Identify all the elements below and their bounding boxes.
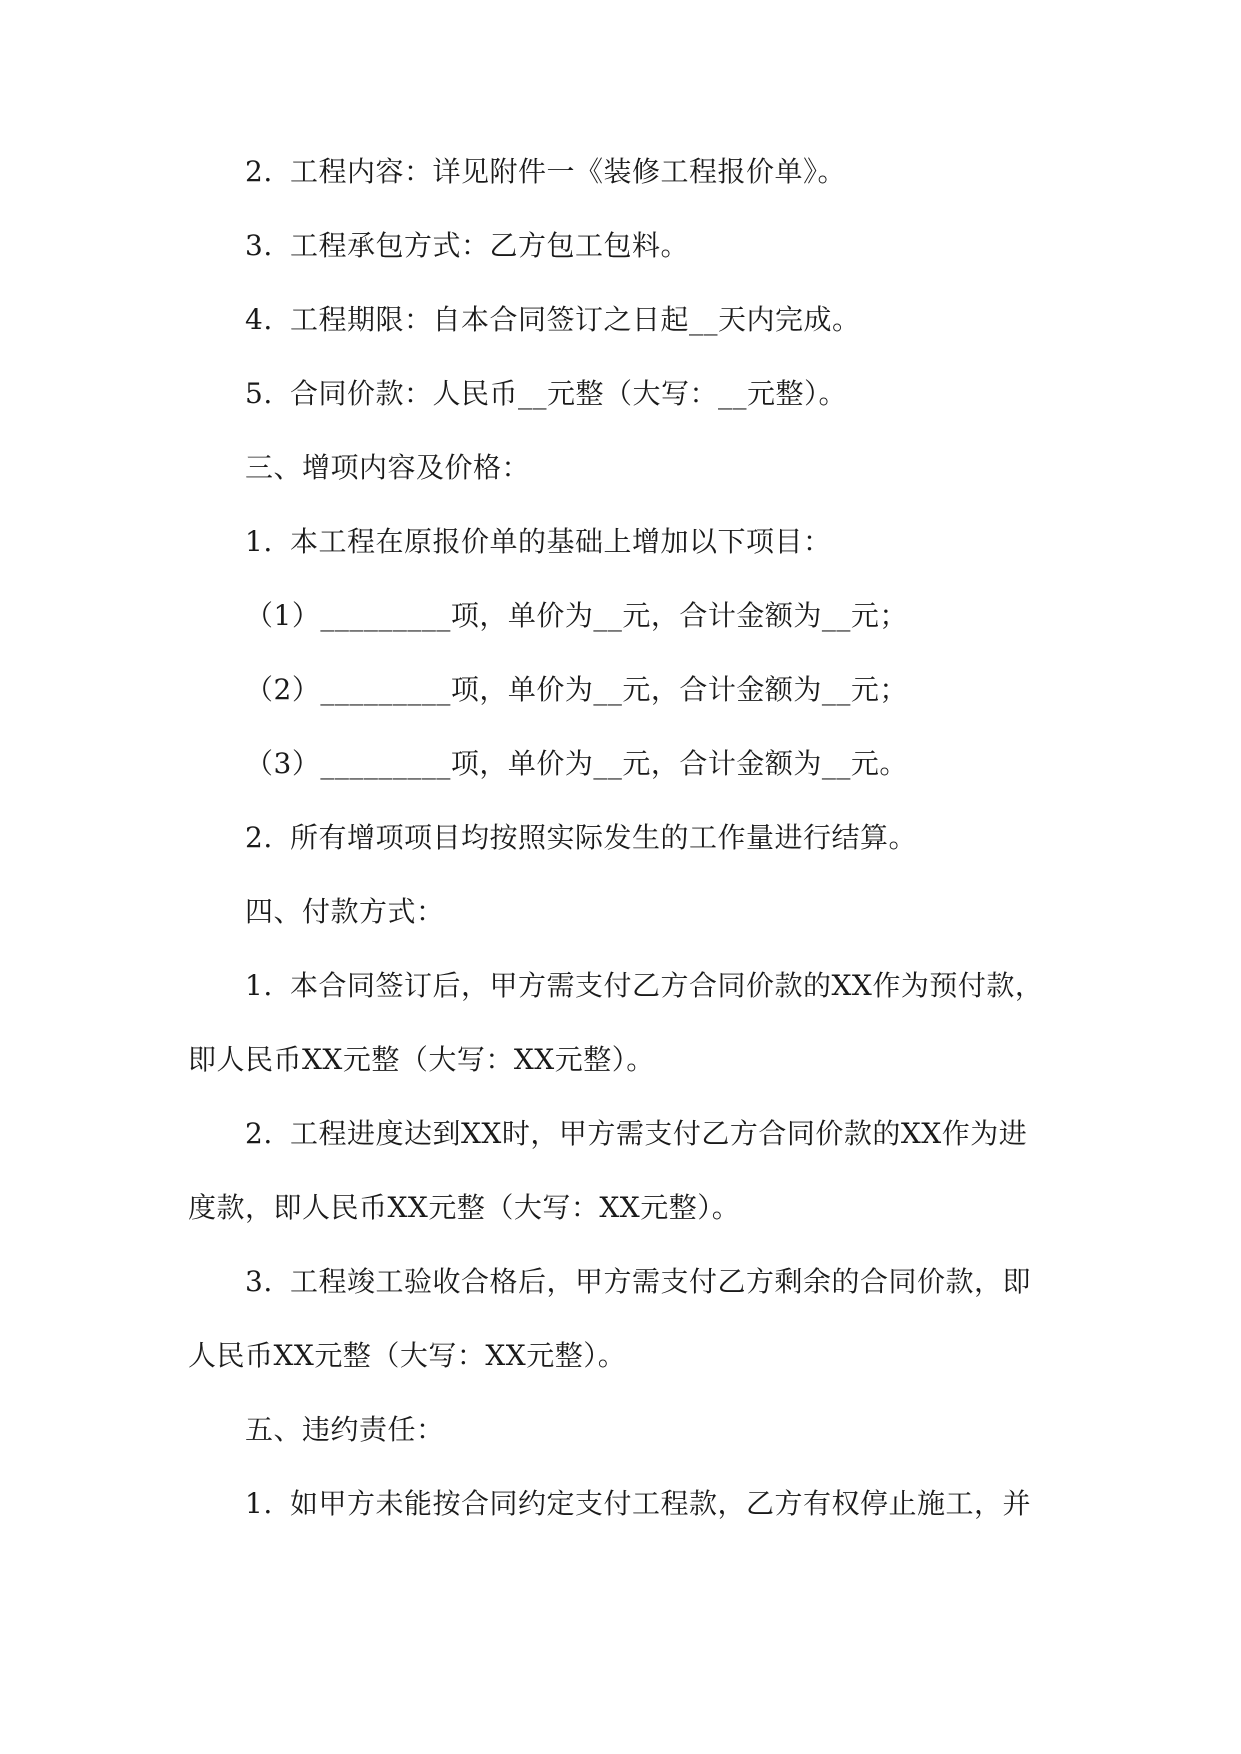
clause-number: 3. — [245, 229, 273, 262]
clause-text: 工程承包方式：乙方包工包料。 — [290, 229, 690, 262]
payment-clause-1-continued: 即人民币XX元整（大写：XX元整）。 — [188, 1043, 655, 1076]
clause-text: 如甲方未能按合同约定支付工程款，乙方有权停止施工，并 — [290, 1487, 1032, 1520]
section-5-heading: 五、违约责任： — [245, 1413, 445, 1446]
payment-clause-3 — [245, 1262, 1031, 1302]
clause-4-duration — [245, 300, 861, 340]
payment-clause-3-continued: 人民币XX元整（大写：XX元整）。 — [188, 1339, 627, 1372]
section-3-clause-2 — [245, 818, 917, 858]
clause-number: 1. — [245, 969, 273, 1002]
clause-number: 5. — [245, 377, 273, 410]
clause-text: 工程内容：详见附件一《装修工程报价单》。 — [290, 155, 847, 188]
clause-number: 2. — [245, 1117, 273, 1150]
clause-text: 工程竣工验收合格后，甲方需支付乙方剩余的合同价款，即 — [290, 1265, 1032, 1298]
clause-text: 本工程在原报价单的基础上增加以下项目： — [290, 525, 832, 558]
payment-clause-2 — [245, 1114, 1027, 1154]
liability-clause-1 — [245, 1484, 1031, 1524]
clause-5-price — [245, 374, 847, 414]
clause-text: 合同价款：人民币__元整（大写：__元整）。 — [290, 377, 848, 410]
clause-3-contract-mode — [245, 226, 689, 266]
clause-number: 1. — [245, 1487, 273, 1520]
clause-2-content — [245, 152, 846, 192]
clause-text: 工程进度达到XX时，甲方需支付乙方合同价款的XX作为进 — [290, 1117, 1028, 1150]
clause-number: 3. — [245, 1265, 273, 1298]
clause-text: 工程期限：自本合同签订之日起__天内完成。 — [290, 303, 861, 336]
clause-number: 1. — [245, 525, 273, 558]
payment-clause-1 — [245, 966, 1043, 1006]
extra-item-2: （2）_________项，单价为__元，合计金额为__元； — [245, 673, 908, 706]
clause-text: 所有增项项目均按照实际发生的工作量进行结算。 — [290, 821, 918, 854]
section-3-heading: 三、增项内容及价格： — [245, 451, 531, 484]
clause-text: 本合同签订后，甲方需支付乙方合同价款的XX作为预付款， — [290, 969, 1044, 1002]
payment-clause-2-continued: 度款，即人民币XX元整（大写：XX元整）。 — [188, 1191, 741, 1224]
section-3-clause-1 — [245, 522, 832, 562]
clause-number: 2. — [245, 821, 273, 854]
clause-number: 2. — [245, 155, 273, 188]
extra-item-3: （3）_________项，单价为__元，合计金额为__元。 — [245, 747, 908, 780]
section-4-heading: 四、付款方式： — [245, 895, 445, 928]
extra-item-1: （1）_________项，单价为__元，合计金额为__元； — [245, 599, 908, 632]
clause-number: 4. — [245, 303, 273, 336]
